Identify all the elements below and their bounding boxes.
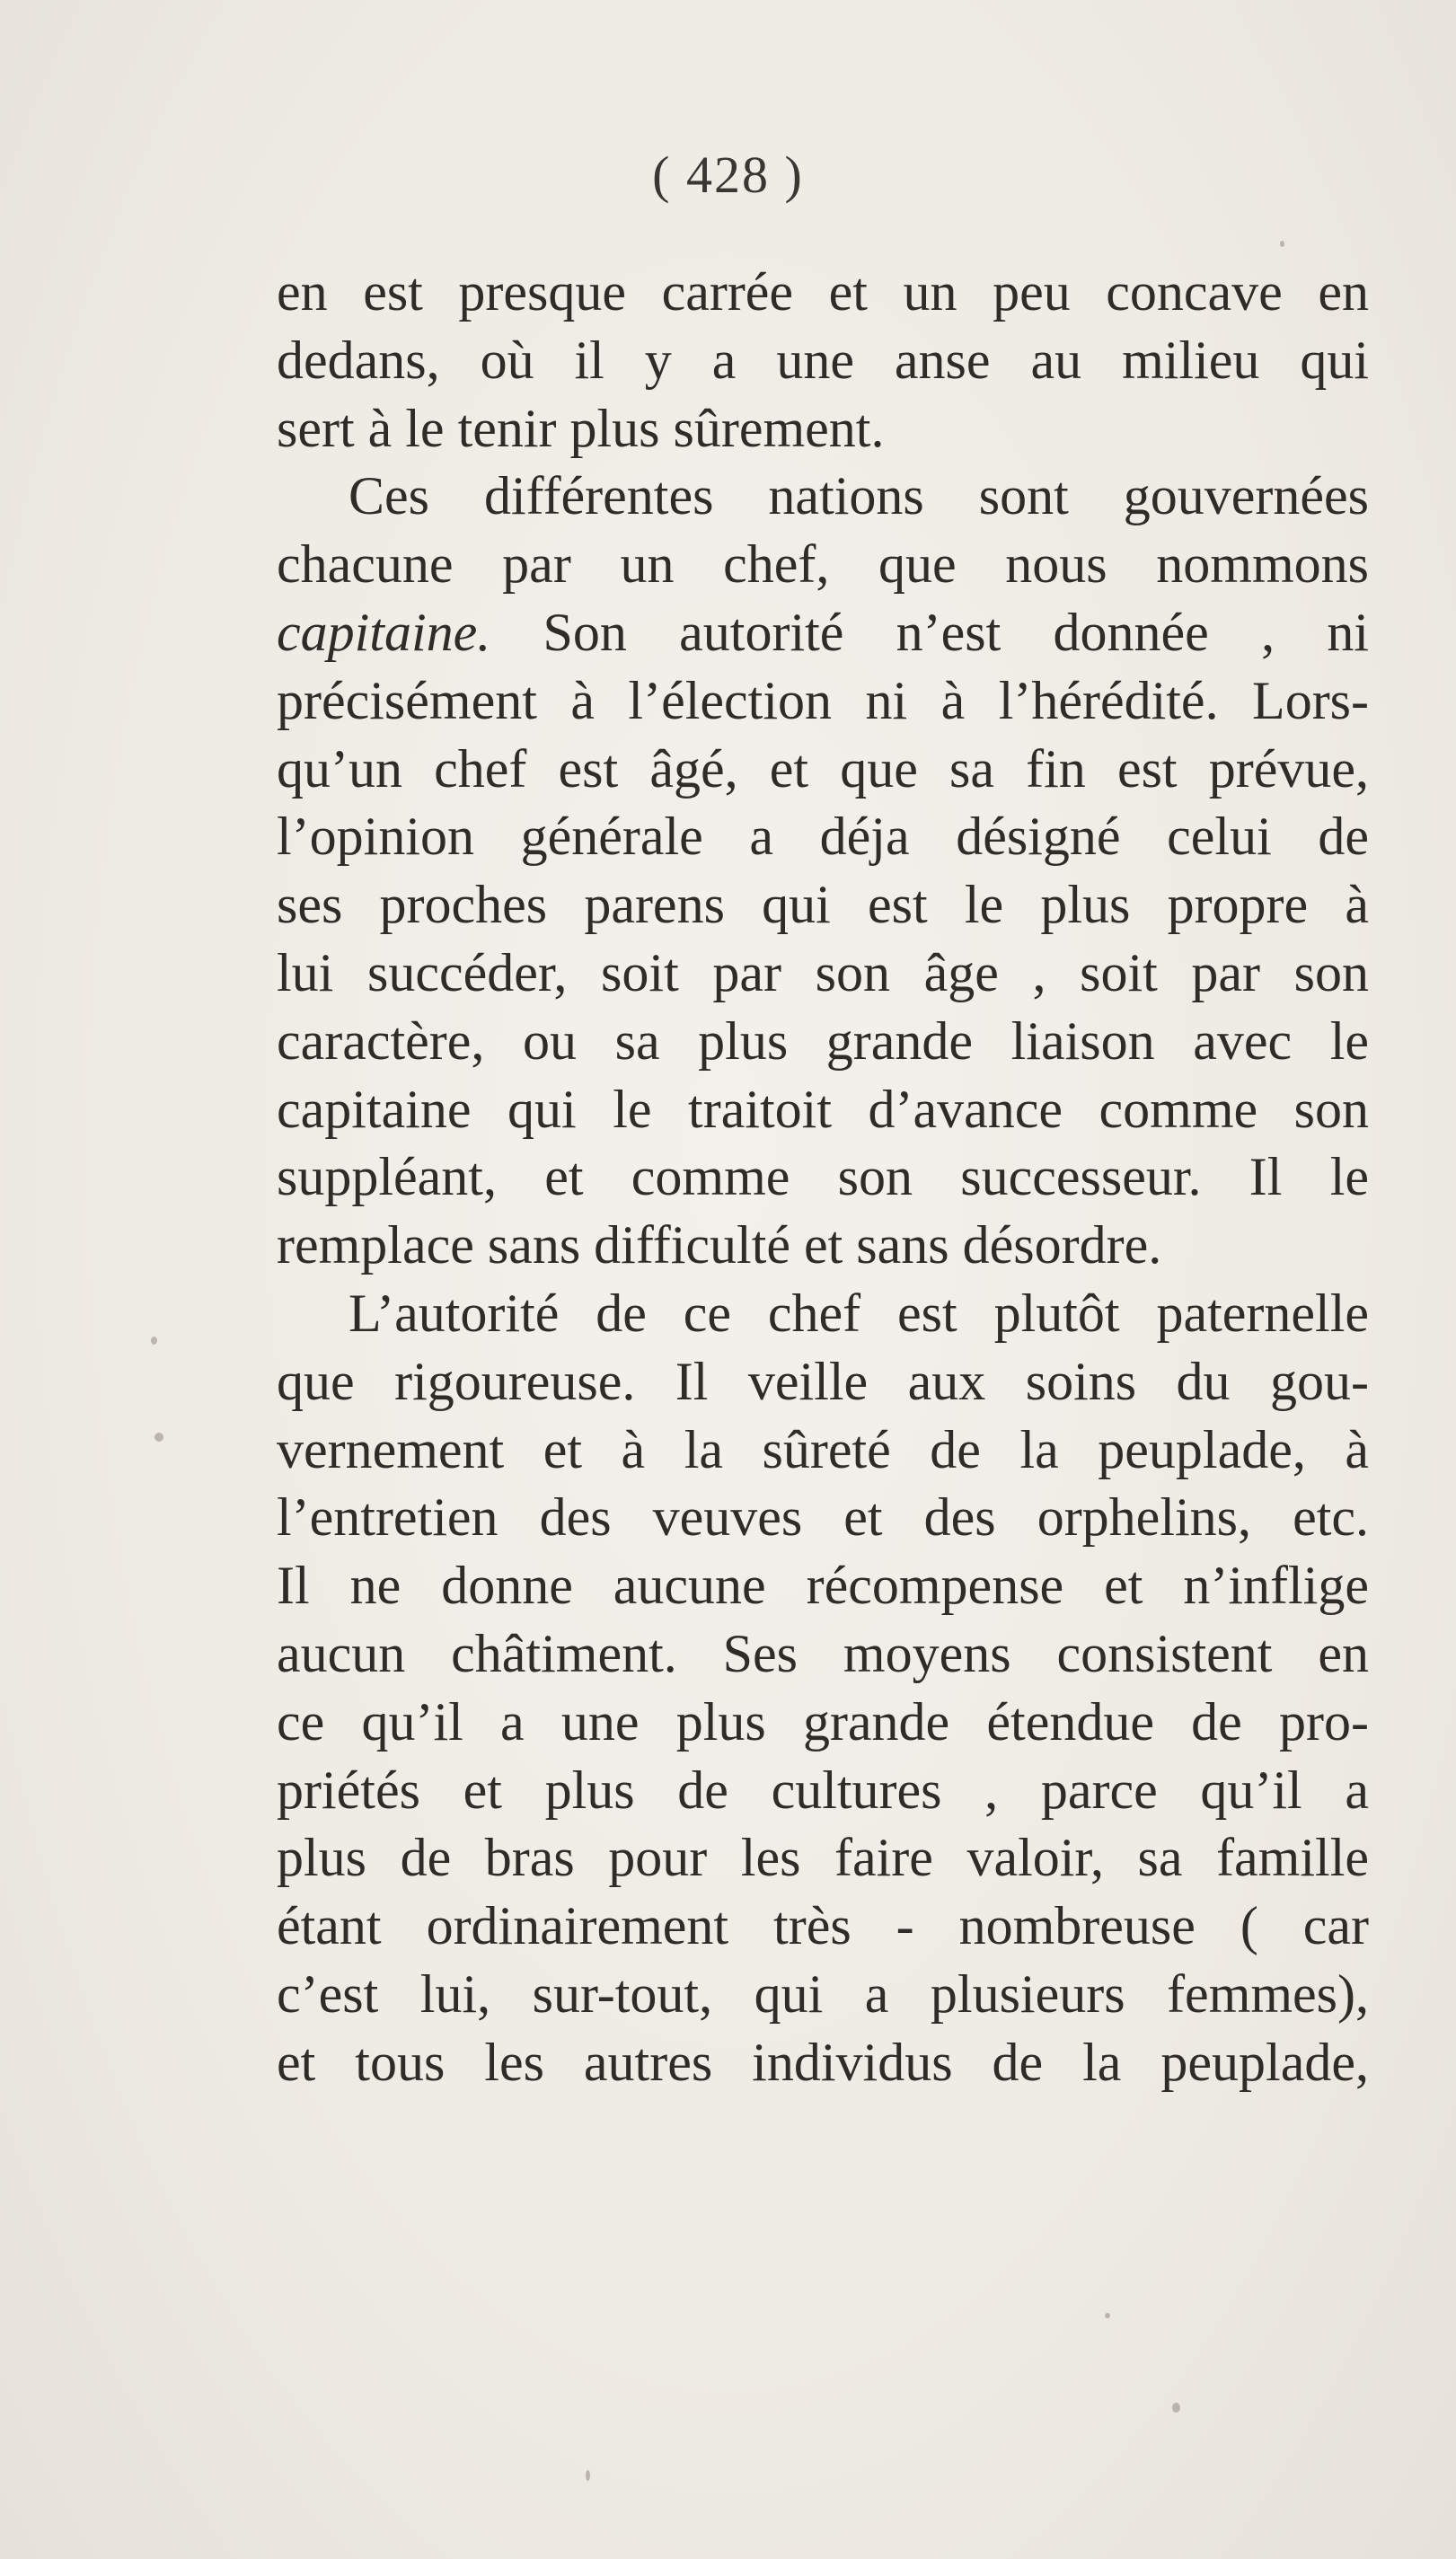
text-line-2: dedans, où il y a une anse au milieu qui — [277, 330, 1369, 390]
text-line-15: remplace sans difficulté et sans désordre. — [277, 1215, 1162, 1275]
paper-speck — [1280, 241, 1284, 247]
paper-speck — [1172, 2403, 1180, 2413]
text-line-9: l’opinion générale a déja désigné celui de — [277, 807, 1369, 867]
body-text — [277, 259, 1369, 2097]
text-line-7: précisément à l’élection ni à l’hérédité. Lors- — [277, 670, 1369, 730]
text-line-23: priétés et plus de cultures , parce qu’il a — [277, 1760, 1369, 1820]
paper-speck — [586, 2470, 590, 2481]
text-line-3: sert à le tenir plus sûrement. — [277, 398, 885, 458]
text-line-5: chacune par un chef, que nous nommons — [277, 534, 1369, 595]
text-line-19: l’entretien des veuves et des orphelins, etc. — [277, 1487, 1369, 1548]
paper-speck — [154, 1433, 163, 1442]
paper-speck — [1105, 2313, 1110, 2318]
text-line-11: lui succéder, soit par son âge , soit par son — [277, 942, 1369, 1002]
text-line-1: en est presque carrée et un peu concave en — [277, 262, 1369, 322]
text-line-21: aucun châtiment. Ses moyens consistent en — [277, 1623, 1369, 1683]
paper-speck — [151, 1337, 157, 1345]
text-line-22: ce qu’il a une plus grande étendue de pro- — [277, 1691, 1369, 1752]
text-line-12: caractère, ou sa plus grande liaison avec le — [277, 1010, 1369, 1071]
text-line-10: ses proches parens qui est le plus propre à — [277, 875, 1369, 935]
text-line-26: c’est lui, sur-tout, qui a plusieurs femmes), — [277, 1963, 1369, 2024]
text-line-25: étant ordinairement très - nombreuse ( car — [277, 1896, 1369, 1956]
text-line-16: L’autorité de ce chef est plutôt paternelle — [349, 1283, 1369, 1343]
text-line-17: que rigoureuse. Il veille aux soins du gou- — [277, 1351, 1369, 1411]
text-line-6 — [277, 599, 1369, 667]
text-line-18: vernement et à la sûreté de la peuplade, à — [277, 1419, 1369, 1479]
page-number: ( 428 ) — [652, 146, 804, 204]
text-line-27: et tous les autres individus de la peuplade, — [277, 2032, 1369, 2092]
italic-word: capitaine. — [277, 602, 491, 662]
text-line-13: capitaine qui le traitoit d’avance comme son — [277, 1079, 1369, 1139]
text-line-14: suppléant, et comme son successeur. Il le — [277, 1147, 1369, 1207]
text-line-6-rest: Son autorité n’est donnée , ni — [490, 602, 1369, 662]
text-line-20: Il ne donne aucune récompense et n’inflige — [277, 1556, 1369, 1616]
text-line-24: plus de bras pour les faire valoir, sa famille — [277, 1828, 1369, 1888]
text-line-4: Ces différentes nations sont gouvernées — [349, 466, 1369, 526]
text-line-8: qu’un chef est âgé, et que sa fin est prévue, — [277, 738, 1369, 799]
